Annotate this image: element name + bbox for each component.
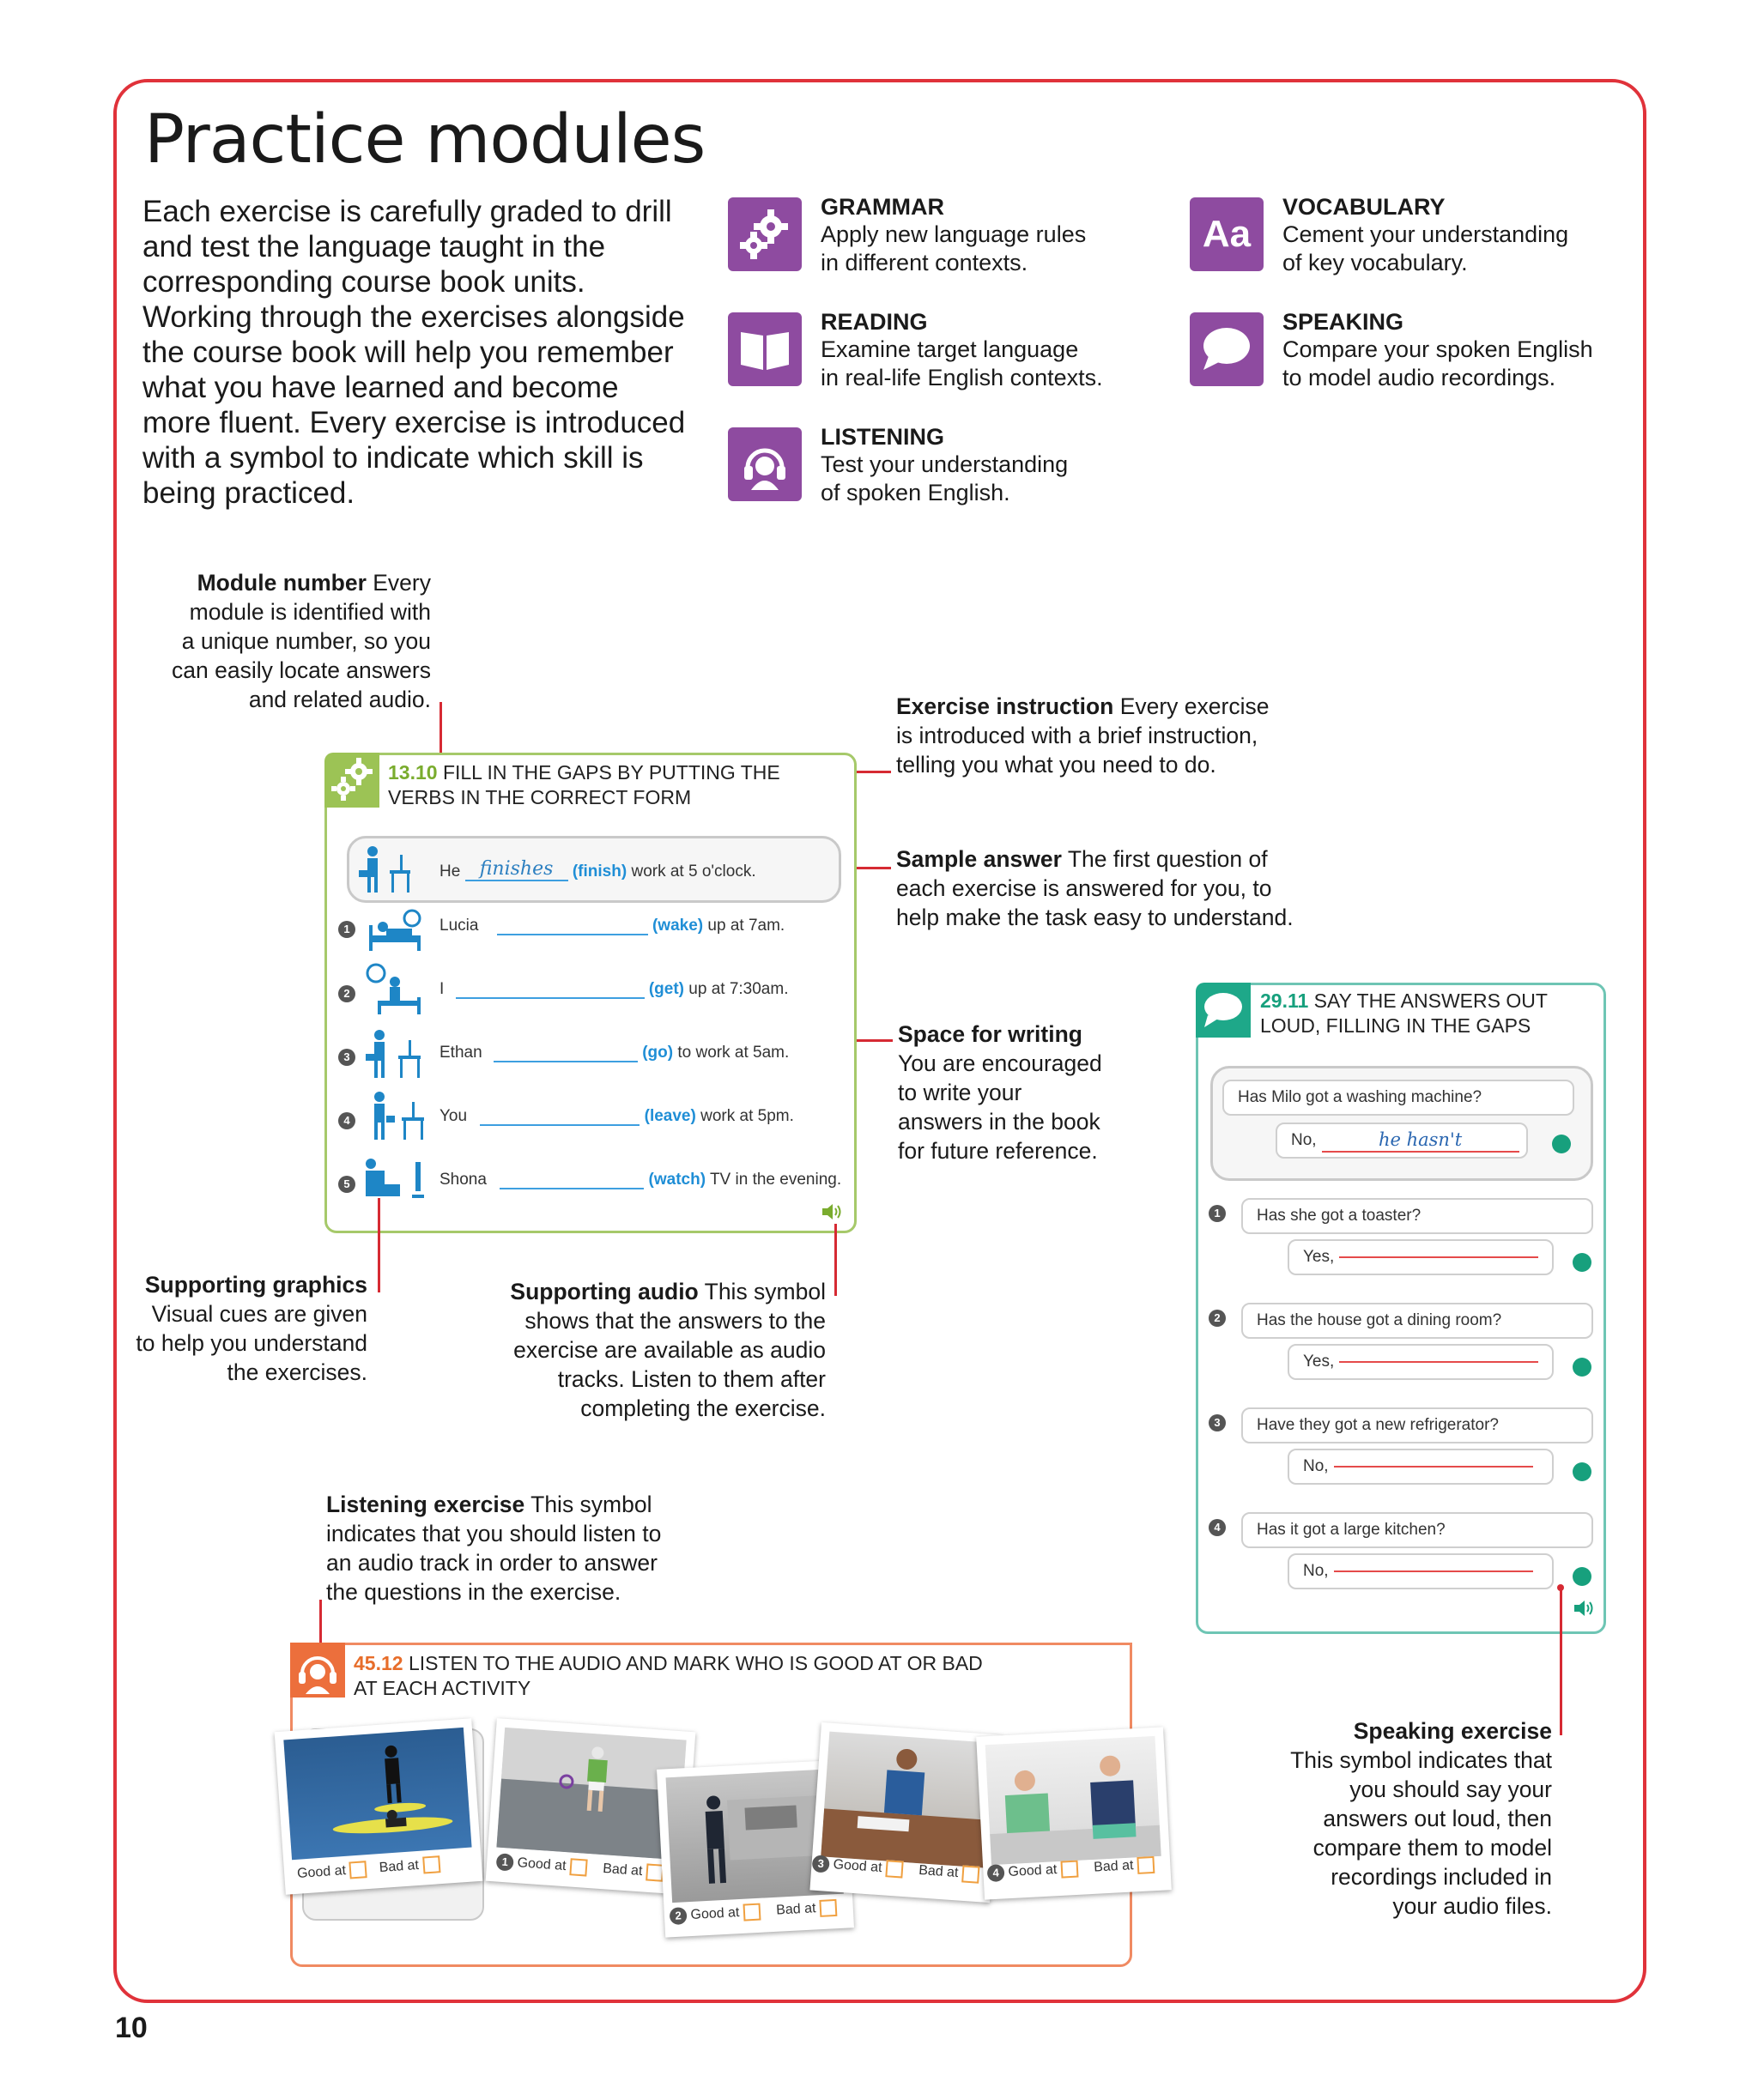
sample-answer-blank bbox=[465, 858, 568, 881]
row-rest: up at 7am. bbox=[707, 917, 785, 935]
photo-number: 4 bbox=[987, 1864, 1005, 1882]
callout-text: answers out loud, then bbox=[1323, 1806, 1552, 1831]
callout-text: You are encouraged bbox=[898, 1050, 1102, 1076]
row-number-1: 1 bbox=[338, 921, 355, 938]
bad-at-checkbox[interactable] bbox=[819, 1899, 837, 1917]
instruction-text: VERBS IN THE CORRECT FORM bbox=[388, 786, 692, 808]
listening-exercise-instruction bbox=[354, 1651, 1109, 1701]
speaking-head-icon bbox=[1573, 1567, 1591, 1586]
answer-line[interactable] bbox=[1339, 1361, 1538, 1363]
callout-text: to help you understand bbox=[136, 1330, 367, 1356]
row-verb: (get) bbox=[648, 980, 684, 998]
getting-up-icon bbox=[364, 963, 426, 1016]
callout-space-for-writing bbox=[898, 1020, 1155, 1165]
good-at-checkbox[interactable] bbox=[1060, 1861, 1078, 1879]
grammar-desc-line1: Apply new language rules bbox=[821, 221, 1087, 247]
surfing-image bbox=[283, 1728, 471, 1860]
callout-sample-answer-title: Sample answer bbox=[896, 846, 1062, 872]
question-bubble: Has the house got a dining room? bbox=[1241, 1303, 1593, 1339]
bad-at-label: Bad at bbox=[1093, 1858, 1134, 1875]
row-verb: (wake) bbox=[652, 917, 704, 935]
callout-text: the exercises. bbox=[227, 1359, 367, 1385]
callout-supporting-audio bbox=[464, 1277, 826, 1423]
callout-text: This symbol bbox=[524, 1492, 652, 1517]
callout-text: an audio track in order to answer bbox=[326, 1550, 658, 1576]
sample-answer-line bbox=[1322, 1129, 1519, 1153]
exercise-row-4 bbox=[440, 1107, 794, 1126]
speaking-number-3: 3 bbox=[1209, 1414, 1226, 1431]
speaking-exercise-bubble-icon bbox=[1196, 983, 1251, 1038]
question-bubble: Has she got a toaster? bbox=[1241, 1198, 1593, 1234]
answer-prefix: Yes, bbox=[1303, 1248, 1335, 1266]
callout-text: Every bbox=[366, 570, 431, 596]
callout-text: help make the task easy to understand. bbox=[896, 905, 1294, 930]
photo-number: 1 bbox=[496, 1853, 514, 1871]
answer-bubble bbox=[1288, 1553, 1554, 1589]
row-subject: Lucia bbox=[440, 917, 479, 935]
bad-at-label: Bad at bbox=[379, 1858, 420, 1876]
vocabulary-heading: VOCABULARY bbox=[1282, 194, 1446, 220]
good-at-label: Good at bbox=[296, 1863, 347, 1882]
speaking-legend bbox=[1282, 309, 1593, 392]
callout-text: Every exercise bbox=[1113, 693, 1270, 719]
answer-blank[interactable] bbox=[497, 934, 648, 935]
listening-desc-line1: Test your understanding bbox=[821, 451, 1069, 477]
row-rest: TV in the evening. bbox=[709, 1171, 842, 1189]
bad-at-checkbox[interactable] bbox=[1137, 1856, 1155, 1874]
photo-number: 2 bbox=[670, 1907, 688, 1925]
sample-answer-text: he hasn't bbox=[1378, 1129, 1463, 1150]
callout-supporting-audio-title: Supporting audio bbox=[510, 1279, 699, 1304]
answer-prefix: No, bbox=[1303, 1457, 1329, 1475]
answer-line[interactable] bbox=[1334, 1466, 1533, 1468]
callout-text: Visual cues are given bbox=[151, 1301, 367, 1327]
good-at-label: Good at bbox=[690, 1905, 740, 1923]
gears-icon bbox=[728, 197, 802, 271]
callout-text: answers in the book bbox=[898, 1109, 1100, 1135]
answer-prefix: Yes, bbox=[1303, 1353, 1335, 1371]
speaking-desc-line1: Compare your spoken English bbox=[1282, 336, 1593, 362]
good-at-checkbox[interactable] bbox=[885, 1860, 903, 1878]
speaking-head-icon bbox=[1573, 1253, 1591, 1272]
exercise-row-5 bbox=[440, 1171, 841, 1189]
open-book-icon bbox=[728, 312, 802, 386]
callout-supporting-graphics-title: Supporting graphics bbox=[144, 1272, 367, 1298]
answer-bubble bbox=[1288, 1239, 1554, 1275]
good-at-label: Good at bbox=[833, 1857, 883, 1876]
sample-question-bubble: Has Milo got a washing machine? bbox=[1222, 1080, 1574, 1116]
good-at-checkbox[interactable] bbox=[743, 1903, 761, 1921]
exercise-row-1 bbox=[440, 917, 785, 935]
callout-module-number-title: Module number bbox=[197, 570, 367, 596]
sample-subject: He bbox=[440, 862, 461, 881]
computers-image bbox=[985, 1736, 1161, 1865]
question-bubble: Have they got a new refrigerator? bbox=[1241, 1407, 1593, 1443]
callout-text: to write your bbox=[898, 1080, 1022, 1105]
instruction-text: SAY THE ANSWERS OUT bbox=[1308, 989, 1548, 1012]
row-number-4: 4 bbox=[338, 1112, 355, 1129]
vocabulary-desc-line2: of key vocabulary. bbox=[1282, 250, 1468, 275]
row-number-3: 3 bbox=[338, 1049, 355, 1066]
callout-text: your audio files. bbox=[1392, 1893, 1552, 1919]
instruction-text: AT EACH ACTIVITY bbox=[354, 1677, 531, 1699]
grammar-legend bbox=[821, 194, 1086, 277]
callout-speaking-exercise-title: Speaking exercise bbox=[1353, 1718, 1552, 1744]
answer-blank[interactable] bbox=[500, 1188, 644, 1189]
callout-text: is introduced with a brief instruction, bbox=[896, 723, 1258, 748]
listening-module-number: 45.12 bbox=[354, 1652, 403, 1674]
callout-exercise-instruction-title: Exercise instruction bbox=[896, 693, 1114, 719]
leader-line bbox=[378, 1198, 380, 1292]
good-at-checkbox[interactable] bbox=[569, 1858, 587, 1876]
bad-at-label: Bad at bbox=[775, 1901, 816, 1918]
speaking-head-icon bbox=[1552, 1135, 1571, 1153]
callout-listening-exercise bbox=[326, 1490, 687, 1607]
exercise-row-2 bbox=[440, 980, 788, 999]
callout-listening-exercise-title: Listening exercise bbox=[326, 1492, 525, 1517]
callout-text: This symbol indicates that bbox=[1290, 1747, 1552, 1773]
exercise-row-3 bbox=[440, 1044, 789, 1062]
sample-verb: (finish) bbox=[572, 862, 627, 881]
callout-text: shows that the answers to the bbox=[524, 1308, 826, 1334]
callout-exercise-instruction bbox=[896, 692, 1308, 779]
cooking-image bbox=[821, 1732, 992, 1868]
callout-text: you should say your bbox=[1349, 1776, 1552, 1802]
reading-desc-line2: in real-life English contexts. bbox=[821, 365, 1103, 390]
leader-line bbox=[1560, 1588, 1562, 1735]
page-title: Practice modules bbox=[144, 101, 706, 179]
callout-text: exercise are available as audio bbox=[513, 1337, 826, 1363]
answer-prefix: No, bbox=[1291, 1131, 1317, 1149]
answer-line[interactable] bbox=[1339, 1256, 1538, 1258]
instruction-text: LISTEN TO THE AUDIO AND MARK WHO IS GOOD AT OR BAD bbox=[403, 1652, 983, 1674]
bed-alarm-icon bbox=[366, 908, 427, 954]
page-number: 10 bbox=[115, 2012, 148, 2044]
row-verb: (go) bbox=[642, 1044, 674, 1062]
answer-blank[interactable] bbox=[456, 997, 645, 999]
bad-at-label: Bad at bbox=[918, 1863, 960, 1881]
callout-text: for future reference. bbox=[898, 1138, 1098, 1164]
listening-desc-line2: of spoken English. bbox=[821, 480, 1010, 505]
speaking-desc-line2: to model audio recordings. bbox=[1282, 365, 1556, 390]
grammar-exercise-gears-icon bbox=[324, 753, 379, 808]
question-bubble: Has it got a large kitchen? bbox=[1241, 1512, 1593, 1548]
watching-tv-icon bbox=[362, 1155, 431, 1205]
vocabulary-icon: Aa bbox=[1190, 197, 1264, 271]
answer-line[interactable] bbox=[1334, 1570, 1533, 1572]
reading-heading: READING bbox=[821, 309, 928, 335]
answer-prefix: No, bbox=[1303, 1562, 1329, 1580]
vocabulary-legend bbox=[1282, 194, 1568, 277]
answer-blank[interactable] bbox=[480, 1124, 640, 1126]
good-at-label: Good at bbox=[1008, 1862, 1058, 1880]
row-rest: work at 5pm. bbox=[700, 1107, 794, 1125]
callout-text: This symbol bbox=[698, 1279, 826, 1304]
row-verb: (watch) bbox=[648, 1171, 706, 1189]
speaking-module-number: 29.11 bbox=[1260, 989, 1309, 1012]
instruction-text: LOUD, FILLING IN THE GAPS bbox=[1260, 1014, 1531, 1037]
row-rest: to work at 5am. bbox=[677, 1044, 790, 1062]
speaking-head-icon bbox=[1573, 1462, 1591, 1481]
leader-dot bbox=[1557, 1584, 1564, 1591]
callout-text: compare them to model bbox=[1312, 1835, 1552, 1861]
speaking-head-icon bbox=[1573, 1358, 1591, 1377]
audio-speaker-icon[interactable] bbox=[821, 1201, 843, 1222]
speech-bubble-icon bbox=[1190, 312, 1264, 386]
callout-text: recordings included in bbox=[1331, 1864, 1552, 1890]
callout-module-number bbox=[129, 568, 431, 714]
row-verb: (leave) bbox=[644, 1107, 696, 1125]
audio-speaker-icon[interactable] bbox=[1573, 1598, 1595, 1619]
row-subject: I bbox=[440, 980, 445, 998]
good-at-checkbox[interactable] bbox=[349, 1861, 367, 1879]
sample-rest: work at 5 o'clock. bbox=[631, 862, 756, 881]
speaking-exercise-instruction bbox=[1260, 989, 1595, 1038]
callout-text: The first question of bbox=[1061, 846, 1268, 872]
callout-text: each exercise is answered for you, to bbox=[896, 875, 1272, 901]
row-rest: up at 7:30am. bbox=[688, 980, 789, 998]
callout-space-for-writing-title: Space for writing bbox=[898, 1021, 1082, 1047]
grammar-module-number: 13.10 bbox=[388, 761, 438, 784]
callout-text: and related audio. bbox=[248, 687, 431, 712]
callout-text: indicates that you should listen to bbox=[326, 1521, 662, 1546]
sample-answer-bubble bbox=[1276, 1123, 1528, 1159]
commuter-icon bbox=[361, 1028, 433, 1080]
callout-speaking-exercise bbox=[1255, 1716, 1552, 1921]
listening-heading: LISTENING bbox=[821, 424, 945, 450]
sample-row bbox=[440, 858, 756, 881]
grammar-desc-line2: in different contexts. bbox=[821, 250, 1028, 275]
callout-supporting-graphics bbox=[120, 1270, 367, 1387]
callout-text: telling you what you need to do. bbox=[896, 752, 1216, 778]
leader-line bbox=[834, 1224, 837, 1296]
answer-bubble bbox=[1288, 1449, 1554, 1485]
speaking-number-2: 2 bbox=[1209, 1310, 1226, 1327]
good-at-label: Good at bbox=[517, 1855, 567, 1874]
sample-answer-text: finishes bbox=[479, 858, 554, 880]
bad-at-label: Bad at bbox=[602, 1861, 644, 1879]
reading-legend bbox=[821, 309, 1103, 392]
speaking-number-4: 4 bbox=[1209, 1519, 1226, 1536]
answer-bubble bbox=[1288, 1344, 1554, 1380]
vocabulary-desc-line1: Cement your understanding bbox=[1282, 221, 1569, 247]
headphones-icon bbox=[728, 427, 802, 501]
callout-text: the questions in the exercise. bbox=[326, 1579, 621, 1605]
speaking-number-1: 1 bbox=[1209, 1205, 1226, 1222]
row-subject: Ethan bbox=[440, 1044, 482, 1062]
reading-desc-line1: Examine target language bbox=[821, 336, 1079, 362]
callout-text: a unique number, so you bbox=[181, 628, 431, 654]
leaving-work-icon bbox=[364, 1090, 433, 1141]
grammar-exercise-instruction bbox=[388, 760, 834, 810]
listening-exercise-headphones-icon bbox=[290, 1643, 345, 1698]
grammar-heading: GRAMMAR bbox=[821, 194, 944, 220]
row-subject: Shona bbox=[440, 1171, 487, 1189]
office-worker-icon bbox=[355, 844, 424, 894]
bad-at-checkbox[interactable] bbox=[422, 1855, 440, 1873]
callout-text: module is identified with bbox=[189, 599, 431, 625]
callout-text: can easily locate answers bbox=[172, 657, 431, 683]
row-number-5: 5 bbox=[338, 1176, 355, 1193]
instruction-text: FILL IN THE GAPS BY PUTTING THE bbox=[437, 761, 780, 784]
callout-sample-answer bbox=[896, 844, 1308, 932]
row-subject: You bbox=[440, 1107, 468, 1125]
callout-text: completing the exercise. bbox=[580, 1395, 826, 1421]
listening-legend bbox=[821, 424, 1068, 507]
intro-paragraph: Each exercise is carefully graded to drill and test the language taught in the corresponding course book units. Working through the exercises alongside the course book will help you remember what you have learned and become more fluent. Every exercise is introduced with a symbol to indicate which skill is being practiced. bbox=[142, 195, 686, 510]
bad-at-checkbox[interactable] bbox=[961, 1865, 979, 1883]
photo-number: 3 bbox=[812, 1855, 830, 1873]
answer-blank[interactable] bbox=[494, 1061, 638, 1062]
callout-text: tracks. Listen to them after bbox=[557, 1366, 826, 1392]
row-number-2: 2 bbox=[338, 985, 355, 1002]
speaking-heading: SPEAKING bbox=[1282, 309, 1404, 335]
